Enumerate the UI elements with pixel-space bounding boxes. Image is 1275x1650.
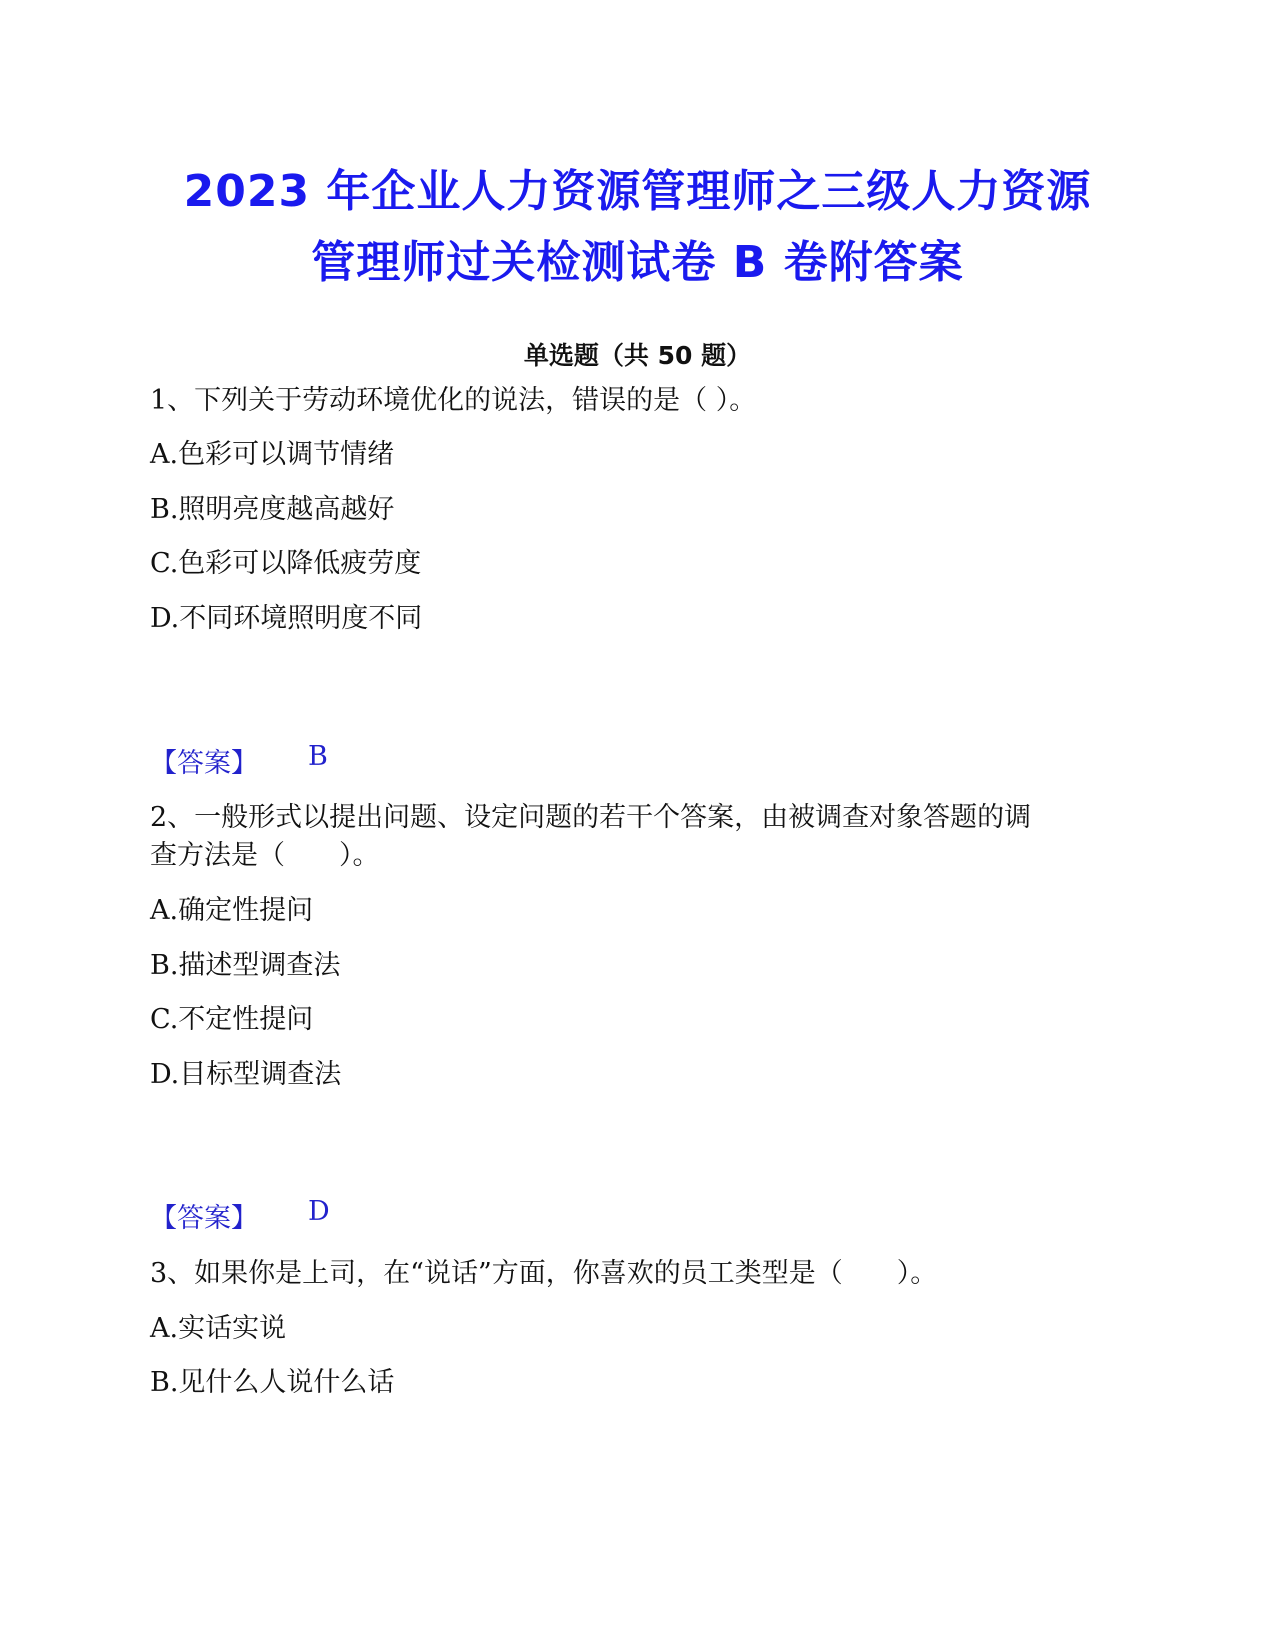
- question-2-option-a: A.确定性提问: [150, 895, 314, 926]
- question-2-option-d: D.目标型调查法: [150, 1059, 342, 1090]
- document-title-line-1: 2023 年企业人力资源管理师之三级人力资源: [183, 166, 1092, 217]
- question-3-option-a: A.实话实说: [150, 1313, 287, 1344]
- answer-label: 【答案】: [150, 748, 258, 779]
- question-1-stem: 1、下列关于劳动环境优化的说法，错误的是（ ）。: [150, 385, 757, 416]
- question-2-option-c: C.不定性提问: [150, 1004, 314, 1035]
- document-title-line-2: 管理师过关检测试卷 B 卷附答案: [311, 237, 964, 288]
- question-1-option-c: C.色彩可以降低疲劳度: [150, 548, 422, 579]
- answer-value: B: [308, 741, 328, 772]
- question-3-stem: 3、如果你是上司，在“说话”方面，你喜欢的员工类型是（ ）。: [150, 1258, 938, 1289]
- question-1-option-a: A.色彩可以调节情绪: [150, 439, 395, 470]
- question-2-answer: [150, 1196, 330, 1235]
- answer-value: D: [308, 1196, 330, 1227]
- section-heading: 单选题（共 50 题）: [523, 341, 752, 370]
- question-2-stem-line-2: 查方法是（ ）。: [150, 840, 380, 871]
- question-1-option-b: B.照明亮度越高越好: [150, 494, 395, 525]
- question-2-option-b: B.描述型调查法: [150, 950, 341, 981]
- question-2-stem-line-1: 2、一般形式以提出问题、设定问题的若干个答案，由被调查对象答题的调: [150, 802, 1032, 833]
- answer-label: 【答案】: [150, 1203, 258, 1234]
- question-1-answer: [150, 741, 328, 780]
- question-3-option-b: B.见什么人说什么话: [150, 1367, 395, 1398]
- question-1-option-d: D.不同环境照明度不同: [150, 603, 423, 634]
